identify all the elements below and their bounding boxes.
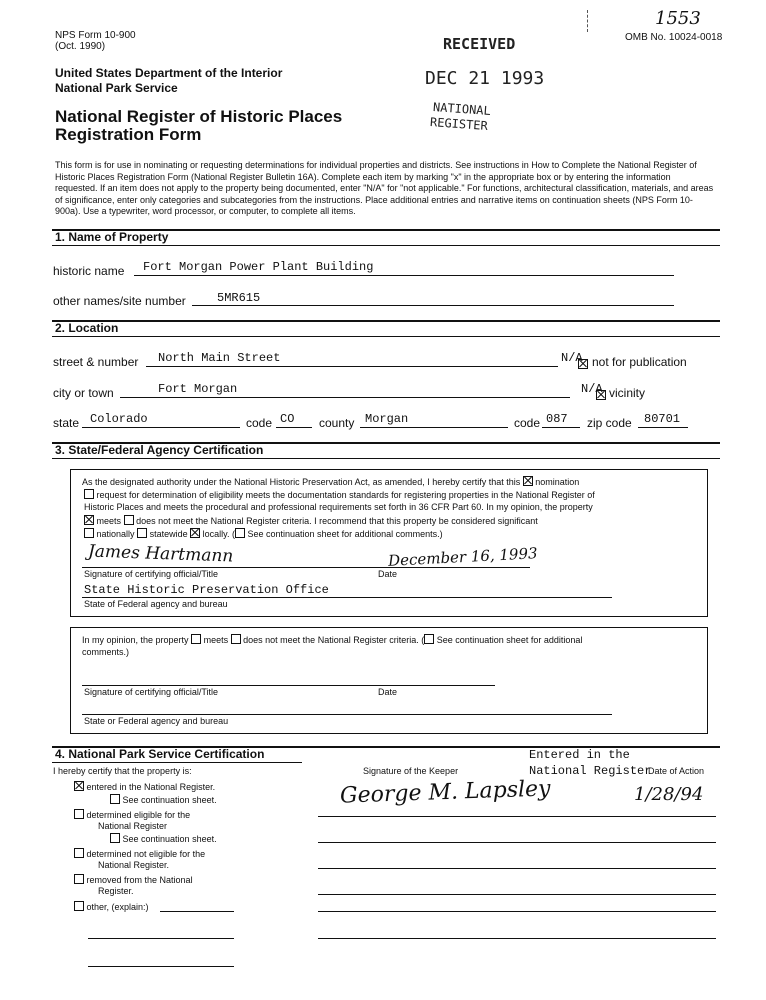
option-eligible: [74, 809, 190, 820]
state-value: Colorado: [90, 412, 148, 426]
zip-label: zip code: [587, 416, 632, 430]
keeper-signature: George M. Lapsley: [339, 776, 551, 809]
section4-title: 4. National Park Service Certification: [55, 747, 265, 761]
not-for-publication-checkbox[interactable]: [578, 355, 588, 373]
locally-label: locally. (: [202, 529, 235, 539]
action-date-handwritten: 1/28/94: [634, 784, 704, 805]
statewide-label: statewide: [149, 529, 188, 539]
county-line: [360, 427, 508, 428]
see-continuation-checkbox-2[interactable]: [110, 833, 120, 843]
keeper-line-5: [318, 911, 716, 912]
other-line-3: [88, 966, 234, 967]
opinion-line: [82, 634, 582, 645]
county-code-value: 087: [546, 412, 568, 426]
entered-typed-1: Entered in the: [529, 748, 630, 762]
cert-line-2: [84, 489, 595, 500]
signature-line-2: [82, 685, 495, 686]
see-continuation-checkbox-1[interactable]: [110, 794, 120, 804]
keeper-line-3: [318, 868, 716, 869]
omb-number: OMB No. 10024-0018: [625, 32, 723, 43]
opinion-text-a: In my opinion, the property: [82, 635, 189, 645]
does-not-meet-checkbox[interactable]: [124, 515, 134, 525]
nationally-checkbox[interactable]: [84, 528, 94, 538]
not-eligible-label: determined not eligible for the: [86, 849, 206, 859]
cert-text-4: does not meet the National Register criteria. I recommend that this property be considered significant: [136, 516, 538, 526]
request-checkbox[interactable]: [84, 489, 94, 499]
state-code-value: CO: [280, 412, 295, 426]
not-eligible-label-2: National Register.: [98, 860, 170, 870]
stamp-date: DEC 21 1993: [425, 68, 545, 89]
street-label: street & number: [53, 355, 139, 369]
other-names-value: 5MR615: [217, 291, 261, 305]
city-line: [120, 397, 570, 398]
section1-title: 1. Name of Property: [55, 230, 169, 244]
zip-value: 80701: [644, 412, 681, 426]
street-line: [146, 366, 558, 367]
locally-checkbox[interactable]: [190, 528, 200, 538]
agency-line-2: [82, 714, 612, 715]
see-continuation-label-1: See continuation sheet.: [122, 795, 217, 805]
certifying-date-handwritten: December 16, 1993: [387, 544, 538, 570]
scan-mark: [587, 10, 588, 32]
date-of-action-label: Date of Action: [648, 766, 705, 776]
option-see-2: [110, 833, 217, 844]
agency-value: State Historic Preservation Office: [84, 583, 329, 597]
section3-title: 3. State/Federal Agency Certification: [55, 443, 264, 457]
state-code-label: code: [246, 416, 273, 430]
other-line-inline: [160, 911, 234, 912]
eligible-label: determined eligible for the: [86, 810, 191, 820]
agency-label: State of Federal agency and bureau: [84, 599, 228, 609]
opinion-comments: comments.): [82, 647, 130, 657]
opinion-text-c: does not meet the National Register criteria. (: [243, 635, 425, 645]
other-names-line: [192, 305, 674, 306]
meets-label: meets: [96, 516, 122, 526]
stamp-national: NATIONAL: [432, 100, 492, 118]
other-checkbox[interactable]: [74, 901, 84, 911]
vicinity-label: vicinity: [609, 386, 646, 400]
street-value: North Main Street: [158, 351, 281, 365]
removed-checkbox[interactable]: [74, 874, 84, 884]
historic-name-label: historic name: [53, 264, 125, 278]
continuation-checkbox-2[interactable]: [424, 634, 434, 644]
statewide-checkbox[interactable]: [137, 528, 147, 538]
county-code-label: code: [514, 416, 541, 430]
service-name: National Park Service: [55, 81, 178, 95]
cert-text-1: As the designated authority under the National Historic Preservation Act, as amended, I hereby certify that this: [82, 477, 521, 487]
section1-underline: [52, 245, 720, 246]
other-line-2: [88, 938, 234, 939]
state-code-line: [276, 427, 312, 428]
county-label: county: [319, 416, 355, 430]
option-see-1: [110, 794, 217, 805]
section2-rule: [52, 320, 720, 322]
section2-title: 2. Location: [55, 321, 119, 335]
continuation-text-1: See continuation sheet for additional comments.): [247, 529, 443, 539]
keeper-line-1: [318, 816, 716, 817]
continuation-checkbox-1[interactable]: [235, 528, 245, 538]
eligible-checkbox[interactable]: [74, 809, 84, 819]
entered-label: entered in the National Register.: [86, 782, 216, 792]
form-number: NPS Form 10-900: [55, 30, 136, 41]
county-code-line: [542, 427, 580, 428]
agency-label-2: State or Federal agency and bureau: [84, 716, 229, 726]
keeper-line-2: [318, 842, 716, 843]
handwritten-number: 1553: [655, 8, 701, 29]
certify-statement: I hereby certify that the property is:: [53, 766, 192, 776]
section4-underline: [52, 762, 302, 763]
meets-checkbox[interactable]: [84, 515, 94, 525]
instructions-paragraph: This form is for use in nominating or requesting determinations for individual properties and districts. See instructions in How to Complete the National Register of Historic Places Registration Form (National Register Bulletin 16A). Complete each item by marking "x" in the appropriate box or by entering the information requested. If an item does not apply to the property being documented, enter "N/A" for "not applicable." For functions, architectural classification, materials, and areas of significance, enter only categories and subcategories from the instructions. Place additional entries and narrative items on continuation sheets (NPS Form 10-900a). Use a typewriter, word processor, or computer, to complete all items.: [55, 160, 714, 216]
stamp-register: REGISTER: [429, 115, 489, 133]
option-entered: [74, 781, 215, 792]
form-title-line1: National Register of Historic Places: [55, 107, 343, 126]
other-names-label: other names/site number: [53, 294, 186, 308]
cert-text-2: request for determination of eligibility meets the documentation standards for registering properties in the National Register of: [96, 490, 595, 500]
nomination-label: nomination: [535, 477, 580, 487]
city-value: Fort Morgan: [158, 382, 238, 396]
opinion-meets-label: meets: [203, 635, 229, 645]
date-label-2: Date: [378, 687, 398, 697]
opinion-not-meet-checkbox[interactable]: [231, 634, 241, 644]
option-other: [74, 901, 149, 912]
not-for-publication-label: not for publication: [592, 355, 687, 369]
county-value: Morgan: [365, 412, 409, 426]
vicinity-checkbox[interactable]: [596, 386, 606, 404]
agency-line: [82, 597, 612, 598]
signature-label-1: Signature of certifying official/Title: [84, 569, 219, 579]
signature-label-2: Signature of certifying official/Title: [84, 687, 219, 697]
opinion-text-d: See continuation sheet for additional: [436, 635, 583, 645]
keeper-line-4: [318, 894, 716, 895]
form-date: (Oct. 1990): [55, 41, 106, 52]
option-removed: [74, 874, 193, 885]
opinion-meets-checkbox[interactable]: [191, 634, 201, 644]
city-label: city or town: [53, 386, 114, 400]
nomination-checkbox[interactable]: [523, 476, 533, 486]
removed-label-2: Register.: [98, 886, 134, 896]
option-not-eligible: [74, 848, 205, 859]
nationally-label: nationally: [96, 529, 135, 539]
certifying-signature: James Hartmann: [87, 541, 234, 567]
cert-line-4: [84, 515, 538, 526]
removed-label: removed from the National: [86, 875, 193, 885]
entered-checkbox[interactable]: [74, 781, 84, 791]
section2-underline: [52, 336, 720, 337]
keeper-line-6: [318, 938, 716, 939]
historic-name-value: Fort Morgan Power Plant Building: [143, 260, 374, 274]
street-na: N/A: [561, 351, 583, 365]
section3-underline: [52, 458, 720, 459]
see-continuation-label-2: See continuation sheet.: [122, 834, 217, 844]
cert-line-5: [84, 528, 443, 539]
date-label-1: Date: [378, 569, 398, 579]
zip-line: [638, 427, 688, 428]
not-eligible-checkbox[interactable]: [74, 848, 84, 858]
eligible-label-2: National Register: [98, 821, 168, 831]
signature-line-1: [82, 567, 530, 568]
historic-name-line: [134, 275, 674, 276]
state-label: state: [53, 416, 80, 430]
keeper-label: Signature of the Keeper: [363, 766, 459, 776]
stamp-received: RECEIVED: [443, 35, 516, 53]
state-line: [82, 427, 240, 428]
department-name: United States Department of the Interior: [55, 66, 283, 80]
city-na: N/A: [581, 382, 603, 396]
form-title-line2: Registration Form: [55, 125, 202, 144]
cert-text-3: Historic Places and meets the procedural and professional requirements set forth in 36 CFR Part 60. In my opinion, the property: [84, 502, 593, 512]
other-label: other, (explain:): [86, 902, 149, 912]
cert-line-1: [82, 476, 579, 487]
entered-typed-2: National Register: [529, 764, 652, 778]
